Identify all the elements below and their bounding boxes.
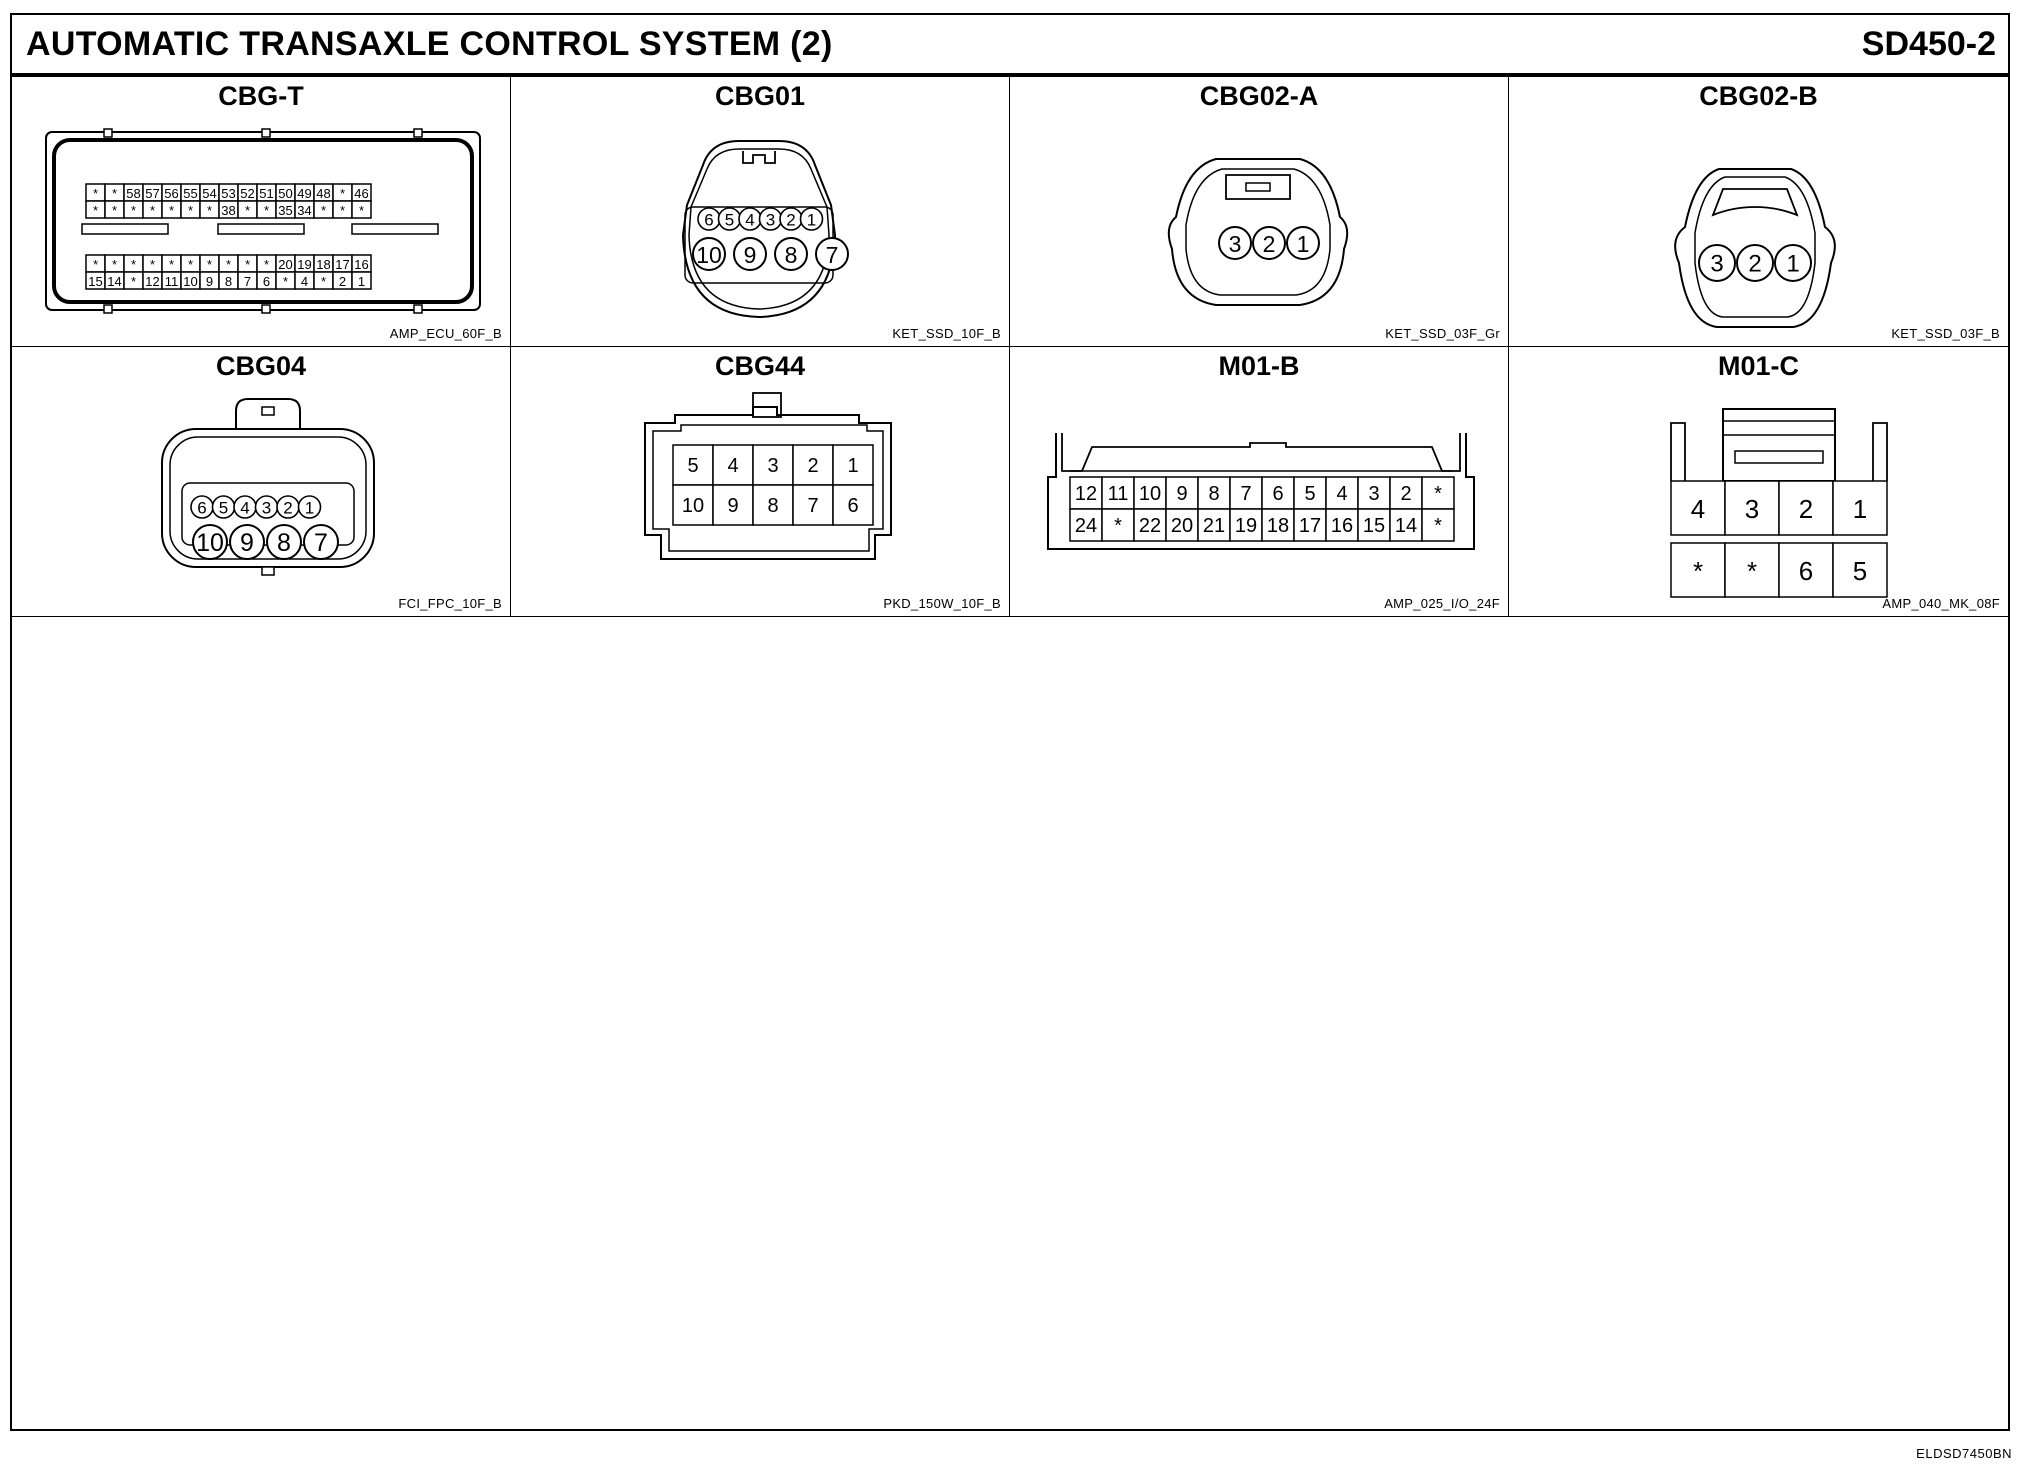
pin-number: 11 [1107, 483, 1129, 505]
pin-empty-mark: * [168, 257, 175, 272]
connector-code: FCI_FPC_10F_B [398, 596, 502, 611]
connector-housing-inner [1062, 433, 1460, 471]
pin-empty-mark: * [92, 203, 99, 218]
pin-number: 2 [1748, 250, 1762, 278]
connector-cell-cbg-t [12, 77, 511, 347]
pin-empty-mark: * [339, 186, 346, 201]
pin-number: 22 [1138, 515, 1162, 537]
connector-diagram-cbg01 [511, 77, 1010, 347]
pin-number: 55 [183, 186, 198, 201]
pin-number: 1 [304, 498, 315, 518]
pin-number: 1 [847, 455, 859, 477]
pin-empty-mark: * [130, 274, 137, 289]
pin-empty-mark: * [244, 203, 251, 218]
pin-number: 3 [261, 498, 272, 518]
pin-number: 15 [1362, 515, 1386, 537]
latch-top [104, 129, 112, 137]
pin-number: 17 [1298, 515, 1322, 537]
connector-cell-cbg44 [511, 347, 1010, 617]
pin-number: 4 [1336, 483, 1348, 505]
latch-bottom [414, 305, 422, 313]
pin-empty-mark: * [358, 203, 365, 218]
pin-number: 50 [278, 186, 293, 201]
pin-number: 7 [825, 242, 839, 268]
pin-empty-mark: * [187, 203, 194, 218]
pin-number: 5 [1852, 556, 1868, 586]
pin-number: 5 [687, 455, 699, 477]
pin-number: 10 [196, 529, 224, 557]
pin-empty-mark: * [206, 203, 213, 218]
pin-number: 11 [164, 274, 179, 289]
pin-number: 10 [681, 495, 705, 517]
pin-number: 1 [806, 210, 817, 230]
pin-number: 18 [1266, 515, 1290, 537]
document-id: ELDSD7450BN [1916, 1446, 2012, 1461]
connector-code: AMP_040_MK_08F [1882, 596, 2000, 611]
pin-number: 24 [1074, 515, 1098, 537]
pin-number: 56 [164, 186, 179, 201]
pin-empty-mark: * [206, 257, 213, 272]
pin-number: 35 [278, 203, 293, 218]
pin-number: 2 [786, 210, 796, 230]
pin-empty-mark: * [339, 203, 346, 218]
pin-number: 14 [1394, 515, 1418, 537]
pin-number: 8 [1208, 483, 1220, 505]
pin-number: 7 [243, 274, 252, 289]
pin-number: 16 [354, 257, 369, 272]
pin-number: 10 [1138, 483, 1162, 505]
pin-number: 4 [300, 274, 309, 289]
pin-empty-mark: * [168, 203, 175, 218]
connector-grid [12, 77, 2008, 617]
locking-tab-slot [1723, 421, 1835, 435]
pin-number: 19 [297, 257, 312, 272]
connector-diagram-cbg-t [12, 77, 511, 347]
connector-diagram-cbg02-b [1509, 77, 2008, 347]
connector-diagram-m01-b [1010, 347, 1509, 617]
locking-tab [236, 399, 300, 429]
pin-number: 6 [704, 210, 714, 230]
pin-number: 9 [1176, 483, 1188, 505]
pin-empty-mark: * [1746, 556, 1758, 586]
pin-number: 2 [1262, 231, 1276, 257]
locking-tab [743, 151, 775, 163]
connector-code: KET_SSD_03F_B [1891, 326, 2000, 341]
pin-number: 5 [724, 210, 735, 230]
pin-number: 12 [145, 274, 160, 289]
pin-number: 3 [1228, 231, 1242, 257]
connector-cell-cbg04 [12, 347, 511, 617]
pin-number: 1 [1852, 494, 1868, 524]
pin-number: 2 [1798, 494, 1814, 524]
pin-number: 51 [259, 186, 274, 201]
pin-empty-mark: * [1114, 515, 1122, 537]
pin-number: 4 [1690, 494, 1706, 524]
pin-empty-mark: * [130, 257, 137, 272]
pin-empty-mark: * [1434, 515, 1442, 537]
pin-empty-mark: * [320, 274, 327, 289]
locking-tab-slot [1735, 451, 1823, 463]
page-code: SD450-2 [1861, 25, 1996, 63]
pin-number: 21 [1202, 515, 1226, 537]
pin-number: 53 [221, 186, 236, 201]
connector-name: M01-B [1218, 351, 1300, 381]
connector-diagram-cbg04 [12, 347, 511, 617]
pin-number: 1 [1786, 250, 1800, 278]
pin-number: 16 [1330, 515, 1354, 537]
pin-number: 52 [240, 186, 255, 201]
pin-number: 2 [807, 455, 819, 477]
key-slot [82, 224, 168, 234]
pin-empty-mark: * [130, 203, 137, 218]
pin-number: 20 [278, 257, 293, 272]
pin-number: 34 [297, 203, 312, 218]
pin-empty-mark: * [187, 257, 194, 272]
pin-number: 4 [745, 210, 755, 230]
pin-number: 48 [316, 186, 331, 201]
connector-diagram-m01-c [1509, 347, 2008, 617]
pin-number: 20 [1170, 515, 1194, 537]
connector-cell-cbg02-a [1010, 77, 1509, 347]
header-bar [12, 15, 2008, 77]
pin-number: 6 [197, 498, 207, 518]
pin-number: 8 [277, 529, 291, 557]
connector-cell-cbg02-b [1509, 77, 2008, 347]
pin-number: 2 [1400, 483, 1412, 505]
pin-number: 3 [767, 455, 779, 477]
latch-top [262, 129, 270, 137]
pin-number: 54 [202, 186, 217, 201]
pin-empty-mark: * [263, 257, 270, 272]
pin-empty-mark: * [149, 257, 156, 272]
pin-empty-mark: * [244, 257, 251, 272]
pin-number: 3 [1710, 250, 1724, 278]
pin-empty-mark: * [1434, 483, 1442, 505]
pin-number: 9 [240, 529, 254, 557]
pin-number: 8 [224, 274, 233, 289]
page-title: AUTOMATIC TRANSAXLE CONTROL SYSTEM (2) [26, 25, 833, 63]
pin-number: 7 [314, 529, 328, 557]
pin-empty-mark: * [1692, 556, 1704, 586]
pin-number: 2 [283, 498, 293, 518]
pin-empty-mark: * [111, 257, 118, 272]
connector-name: CBG44 [714, 351, 806, 381]
pin-empty-mark: * [111, 203, 118, 218]
pin-number: 15 [88, 274, 103, 289]
pin-number: 17 [335, 257, 350, 272]
connector-name: CBG02-B [1699, 81, 1818, 111]
connector-name: CBG02-A [1199, 81, 1319, 111]
locking-tab [1226, 175, 1290, 199]
latch-bottom [104, 305, 112, 313]
pin-number: 8 [767, 495, 779, 517]
pin-number: 3 [765, 210, 776, 230]
locking-tab [1723, 409, 1835, 481]
locking-tab-slot [1246, 183, 1270, 191]
pin-number: 6 [262, 274, 271, 289]
pin-empty-mark: * [111, 186, 118, 201]
connector-cell-m01-b [1010, 347, 1509, 617]
pin-number: 10 [696, 242, 722, 268]
pin-empty-mark: * [92, 257, 99, 272]
pin-number: 1 [357, 274, 366, 289]
connector-name: CBG01 [714, 81, 806, 111]
pin-number: 9 [743, 242, 757, 268]
pin-number: 58 [126, 186, 141, 201]
key-slot [352, 224, 438, 234]
connector-housing [1671, 423, 1685, 481]
pin-number: 3 [1368, 483, 1380, 505]
connector-code: KET_SSD_10F_B [892, 326, 1001, 341]
connector-name: M01-C [1717, 351, 1799, 381]
pin-number: 12 [1074, 483, 1098, 505]
pin-number: 6 [1798, 556, 1814, 586]
pin-number: 10 [183, 274, 198, 289]
pin-number: 18 [316, 257, 331, 272]
latch-top [414, 129, 422, 137]
pin-number: 2 [338, 274, 347, 289]
locking-tab [1713, 189, 1797, 215]
pin-empty-mark: * [320, 203, 327, 218]
pin-number: 6 [1272, 483, 1284, 505]
pin-number: 38 [221, 203, 236, 218]
connector-diagram-cbg44 [511, 347, 1010, 617]
pin-empty-mark: * [282, 274, 289, 289]
pin-empty-mark: * [92, 186, 99, 201]
connector-code: KET_SSD_03F_Gr [1385, 326, 1500, 341]
connector-code: AMP_025_I/O_24F [1384, 596, 1500, 611]
connector-code: PKD_150W_10F_B [883, 596, 1001, 611]
pin-number: 57 [145, 186, 160, 201]
pin-empty-mark: * [263, 203, 270, 218]
pin-number: 19 [1234, 515, 1258, 537]
pin-number: 1 [1296, 231, 1310, 257]
pin-number: 8 [784, 242, 798, 268]
pin-number: 46 [354, 186, 369, 201]
connector-name: CBG04 [215, 351, 307, 381]
latch-bottom [262, 305, 270, 313]
connector-housing [1873, 423, 1887, 481]
connector-diagram-cbg02-a [1010, 77, 1509, 347]
diagram-sheet [10, 13, 2010, 1431]
pin-number: 49 [297, 186, 312, 201]
pin-number: 7 [1240, 483, 1252, 505]
pin-number: 4 [240, 498, 250, 518]
pin-number: 7 [807, 495, 819, 517]
connector-code: AMP_ECU_60F_B [389, 326, 502, 341]
pin-empty-mark: * [149, 203, 156, 218]
pin-number: 5 [1304, 483, 1316, 505]
pin-empty-mark: * [225, 257, 232, 272]
connector-cell-m01-c [1509, 347, 2008, 617]
pin-number: 3 [1744, 494, 1760, 524]
key-slot [218, 224, 304, 234]
pin-number: 5 [218, 498, 229, 518]
pin-number: 4 [727, 455, 739, 477]
connector-name: CBG-T [218, 81, 304, 111]
pin-number: 6 [847, 495, 859, 517]
locking-tab-slot [262, 407, 274, 415]
connector-cell-cbg01 [511, 77, 1010, 347]
keyway [262, 567, 274, 575]
pin-number: 9 [205, 274, 214, 289]
pin-number: 14 [107, 274, 122, 289]
pin-number: 9 [727, 495, 739, 517]
